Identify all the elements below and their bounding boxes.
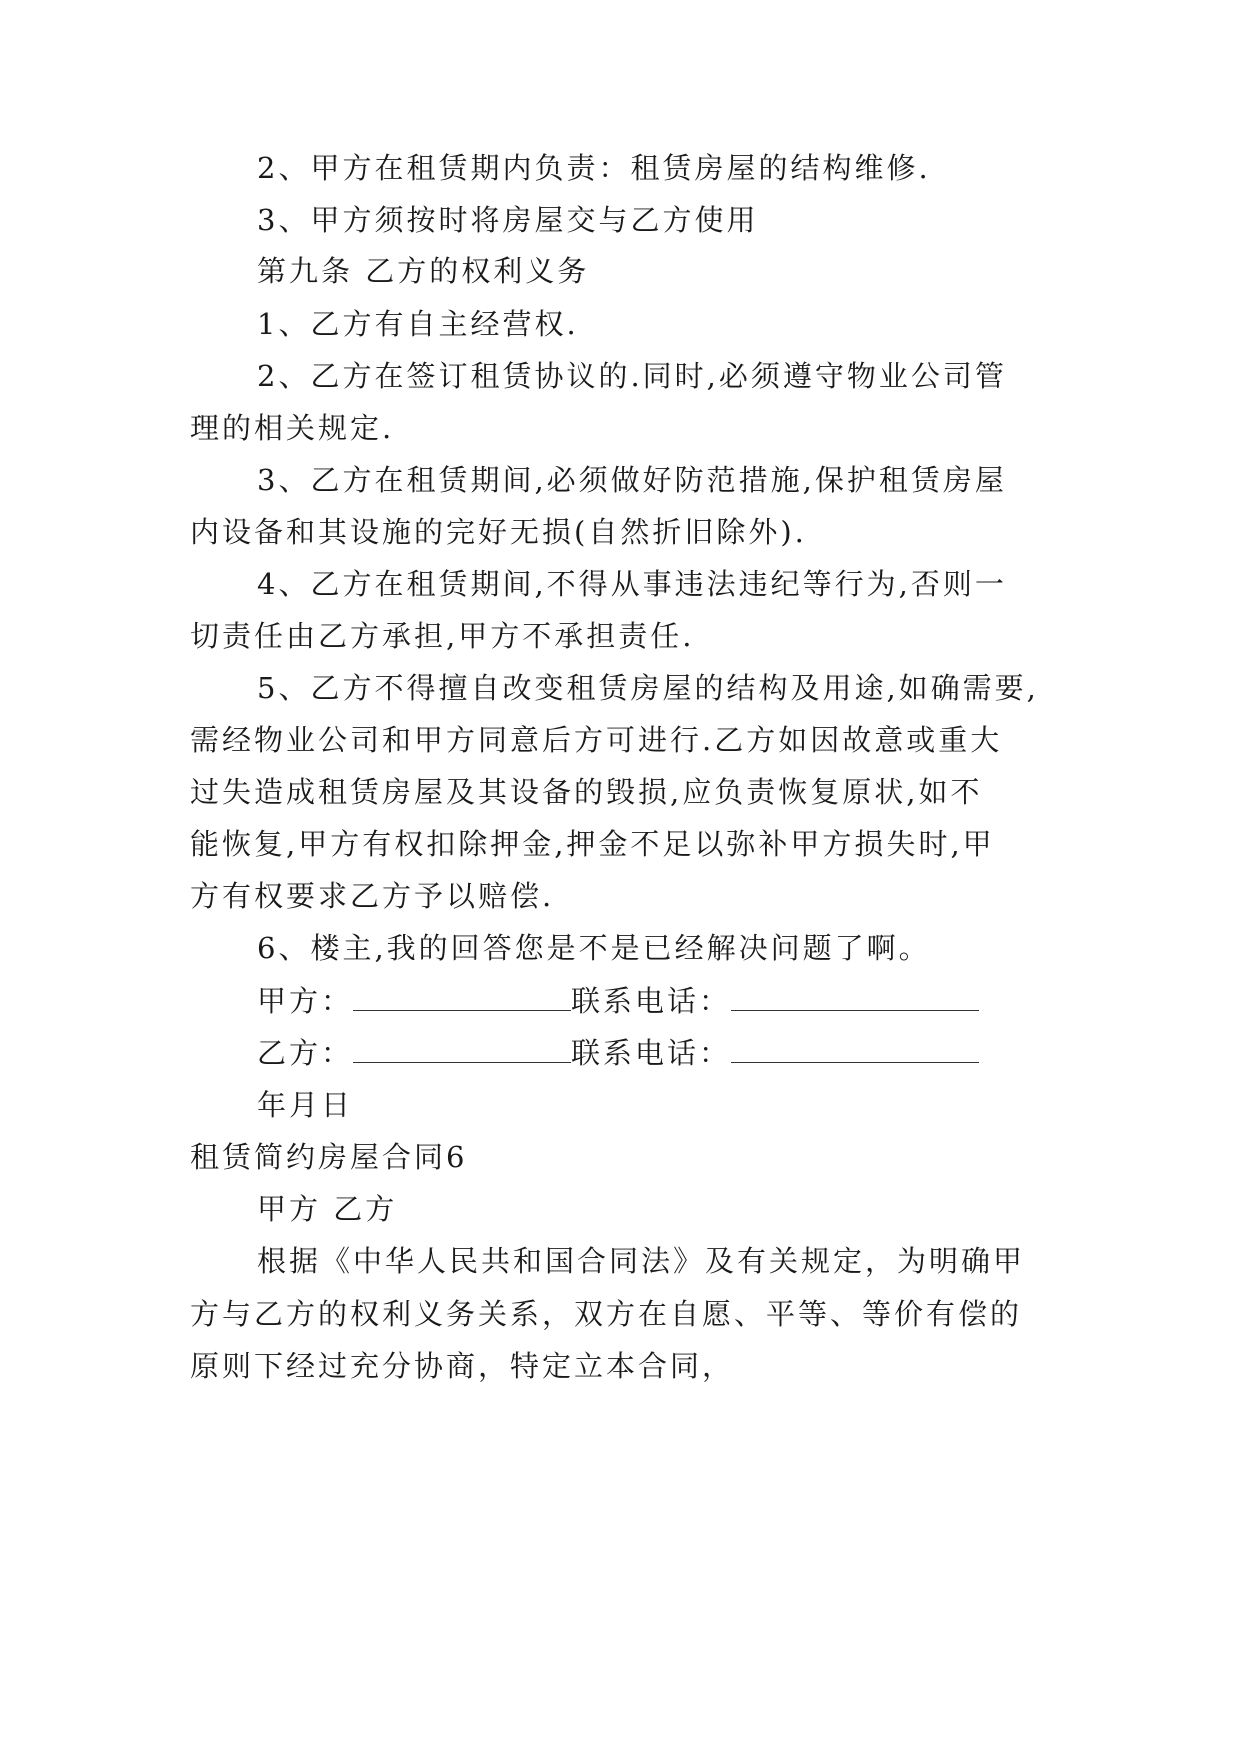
party-b-label: 乙方： <box>257 1036 354 1070</box>
clause-9-item-4-line-1: 4、乙方在租赁期间,不得从事违法违纪等行为,否则一 <box>257 567 1007 601</box>
clause-9-item-6: 6、楼主,我的回答您是不是已经解决问题了啊。 <box>257 931 931 965</box>
clause-9-item-1: 1、乙方有自主经营权. <box>257 307 579 341</box>
party-a-phone-label: 联系电话： <box>571 984 732 1018</box>
party-b-phone-blank <box>731 1036 979 1063</box>
signature-date: 年月日 <box>257 1088 354 1122</box>
contract-6-parties: 甲方 乙方 <box>257 1192 398 1226</box>
signature-row-party-b <box>257 1035 1117 1071</box>
clause-9-item-4-line-2: 切责任由乙方承担,甲方不承担责任. <box>190 619 695 653</box>
clause-9-heading: 第九条 乙方的权利义务 <box>257 254 590 288</box>
contract-6-preamble-line-1: 根据《中华人民共和国合同法》及有关规定，为明确甲 <box>257 1244 1026 1278</box>
clause-9-item-5-line-2: 需经物业公司和甲方同意后方可进行.乙方如因故意或重大 <box>190 723 1003 757</box>
clause-9-item-5-line-3: 过失造成租赁房屋及其设备的毁损,应负责恢复原状,如不 <box>190 775 983 809</box>
contract-6-preamble-line-3: 原则下经过充分协商，特定立本合同， <box>190 1349 735 1383</box>
signature-row-party-a <box>257 983 1117 1019</box>
party-a-phone-blank <box>731 984 979 1011</box>
contract-6-preamble-line-2: 方与乙方的权利义务关系，双方在自愿、平等、等价有偿的 <box>190 1297 1023 1331</box>
clause-9-item-3-line-2: 内设备和其设施的完好无损(自然折旧除外). <box>190 515 807 549</box>
clause-9-item-5-line-4: 能恢复,甲方有权扣除押金,押金不足以弥补甲方损失时,甲 <box>190 827 995 861</box>
party-b-blank <box>353 1036 571 1063</box>
party-a-blank <box>353 984 571 1011</box>
clause-9-item-5-line-5: 方有权要求乙方予以赔偿. <box>190 879 555 913</box>
clause-9-item-2-line-1: 2、乙方在签订租赁协议的.同时,必须遵守物业公司管 <box>257 359 1007 393</box>
party-a-label: 甲方： <box>257 984 354 1018</box>
contract-6-title: 租赁简约房屋合同6 <box>190 1140 468 1174</box>
party-b-phone-label: 联系电话： <box>571 1036 732 1070</box>
clause-9-item-5-line-1: 5、乙方不得擅自改变租赁房屋的结构及用途,如确需要, <box>257 671 1039 705</box>
clause-8-item-3: 3、甲方须按时将房屋交与乙方使用 <box>257 203 759 237</box>
clause-8-item-2: 2、甲方在租赁期内负责：租赁房屋的结构维修. <box>257 151 931 185</box>
clause-9-item-3-line-1: 3、乙方在租赁期间,必须做好防范措施,保护租赁房屋 <box>257 463 1007 497</box>
clause-9-item-2-line-2: 理的相关规定. <box>190 411 395 445</box>
